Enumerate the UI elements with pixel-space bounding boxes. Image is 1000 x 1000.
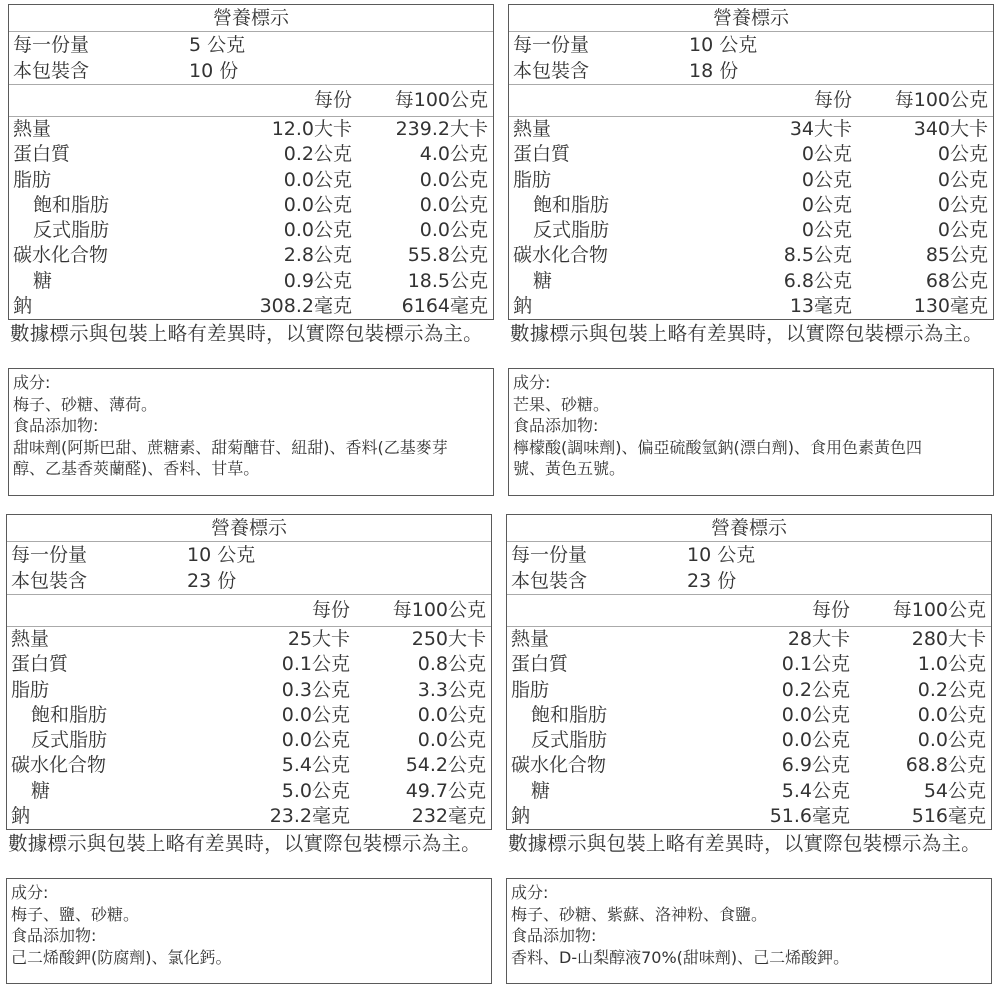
- per-serving-value: 0公克: [801, 193, 852, 216]
- table-title: 營養標示: [7, 515, 491, 542]
- nutrient-row: [509, 168, 993, 193]
- per-100g-value: 0.0公克: [419, 219, 488, 242]
- nutrient-row: [7, 703, 491, 728]
- nutrient-name: 熱量: [13, 118, 52, 140]
- nutrient-row: [507, 627, 991, 652]
- additives-text: 己二烯酸鉀(防腐劑)、氯化鈣。: [11, 947, 232, 967]
- disclaimer-text: 數據標示與包裝上略有差異時，以實際包裝標示為主。: [510, 322, 983, 345]
- nutrient-name: 熱量: [11, 628, 50, 650]
- nutrient-name: 反式脂肪: [31, 729, 108, 752]
- per-100g-value: 0.0公克: [417, 729, 486, 752]
- serving-size-row: [507, 542, 991, 568]
- per-serving-value: 2.8公克: [283, 244, 352, 267]
- nutrient-row: [509, 269, 993, 294]
- per-serving-value: 0.1公克: [281, 653, 350, 676]
- nutrient-row: [507, 678, 991, 703]
- nutrient-name: 脂肪: [11, 678, 50, 701]
- servings-label: 本包裝含: [13, 60, 90, 82]
- additives-text: 檸檬酸(調味劑)、偏亞硫酸氫鈉(漂白劑)、食用色素黃色四: [513, 437, 922, 457]
- nutrient-row: [9, 193, 493, 218]
- disclaimer-text: 數據標示與包裝上略有差異時，以實際包裝標示為主。: [508, 832, 981, 855]
- per-serving-value: 6.9公克: [781, 754, 850, 777]
- ingredients-label: 成分:: [511, 883, 549, 902]
- per-100g-value: 4.0公克: [419, 143, 488, 166]
- additives-label: 食品添加物:: [511, 926, 597, 945]
- serving-size-value: 5 公克: [189, 34, 246, 56]
- per-serving-value: 0.0公克: [781, 729, 850, 752]
- servings-label: 本包裝含: [11, 570, 88, 592]
- per-100g-value: 18.5公克: [407, 269, 488, 292]
- additives-label: 食品添加物:: [11, 926, 97, 945]
- per-serving-value: 25大卡: [287, 628, 350, 650]
- serving-size-row: [509, 32, 993, 58]
- nutrient-name: 碳水化合物: [511, 754, 607, 777]
- nutrient-row: [507, 703, 991, 728]
- nutrient-name: 蛋白質: [11, 653, 69, 676]
- serving-size-row: [9, 32, 493, 58]
- additives-label: 食品添加物:: [513, 416, 599, 435]
- serving-size-value: 10 公克: [687, 544, 756, 566]
- per-serving-value: 0.0公克: [283, 193, 352, 216]
- nutrient-name: 糖: [533, 269, 553, 292]
- per-serving-value: 5.4公克: [281, 754, 350, 777]
- nutrient-name: 碳水化合物: [13, 244, 109, 267]
- nutrient-name: 糖: [33, 269, 53, 292]
- servings-label: 本包裝含: [513, 60, 590, 82]
- per-serving-value: 23.2毫克: [269, 805, 350, 828]
- nutrient-row: [9, 142, 493, 167]
- nutrient-row: [7, 652, 491, 677]
- serving-size-value: 10 公克: [187, 544, 256, 566]
- nutrition-facts-table: [506, 514, 992, 830]
- serving-size-label: 每一份量: [511, 544, 588, 566]
- per-serving-value: 0.0公克: [281, 703, 350, 726]
- nutrient-name: 飽和脂肪: [531, 703, 608, 726]
- per-100g-value: 54公克: [923, 779, 986, 802]
- ingredients-box: [6, 878, 492, 984]
- per-100g-value: 232毫克: [411, 805, 486, 828]
- nutrient-row: [509, 117, 993, 142]
- nutrient-name: 鈉: [11, 805, 31, 828]
- column-header-row: [7, 595, 491, 627]
- per-serving-value: 0公克: [801, 219, 852, 242]
- per-100g-value: 130毫克: [913, 295, 988, 318]
- nutrient-name: 糖: [531, 779, 551, 802]
- nutrient-row: [9, 117, 493, 142]
- nutrient-row: [507, 804, 991, 829]
- nutrient-name: 蛋白質: [13, 143, 71, 166]
- per-serving-value: 0.0公克: [283, 168, 352, 191]
- ingredients-box: [508, 368, 994, 496]
- per-100g-value: 54.2公克: [405, 754, 486, 777]
- servings-label: 本包裝含: [511, 570, 588, 592]
- per-serving-value: 34大卡: [789, 118, 852, 140]
- ingredients-box: [506, 878, 992, 984]
- nutrient-name: 飽和脂肪: [533, 193, 610, 216]
- servings-per-package-row: [7, 568, 491, 595]
- per-serving-value: 0.9公克: [283, 269, 352, 292]
- nutrient-name: 蛋白質: [513, 143, 571, 166]
- nutrient-row: [7, 728, 491, 753]
- nutrition-facts-table: [508, 4, 994, 320]
- additives-text: 香料、D-山梨醇液70%(甜味劑)、己二烯酸鉀。: [511, 947, 850, 967]
- per-serving-value: 12.0大卡: [271, 118, 352, 140]
- ingredients-text: 梅子、砂糖、紫蘇、洛神粉、食鹽。: [511, 904, 768, 924]
- table-title: 營養標示: [509, 5, 993, 32]
- per-100g-value: 68公克: [925, 269, 988, 292]
- per-100g-value: 49.7公克: [405, 779, 486, 802]
- per-serving-value: 0.1公克: [781, 653, 850, 676]
- per-serving-value: 0公克: [801, 143, 852, 166]
- per-100g-value: 0公克: [937, 168, 988, 191]
- nutrient-name: 反式脂肪: [531, 729, 608, 752]
- col-per-100g: 每100公克: [894, 89, 988, 111]
- nutrient-row: [509, 218, 993, 243]
- per-100g-value: 516毫克: [911, 805, 986, 828]
- nutrient-name: 反式脂肪: [533, 219, 610, 242]
- nutrient-row: [507, 652, 991, 677]
- serving-size-value: 10 公克: [689, 34, 758, 56]
- serving-size-row: [7, 542, 491, 568]
- nutrient-name: 碳水化合物: [513, 244, 609, 267]
- per-100g-value: 1.0公克: [917, 653, 986, 676]
- nutrient-name: 糖: [31, 779, 51, 802]
- col-per-serving: 每份: [311, 599, 350, 621]
- servings-value: 23 份: [687, 570, 737, 592]
- nutrient-name: 碳水化合物: [11, 754, 107, 777]
- per-100g-value: 0公克: [937, 219, 988, 242]
- per-serving-value: 0.2公克: [283, 143, 352, 166]
- per-100g-value: 0.2公克: [917, 678, 986, 701]
- nutrition-facts-table: [6, 514, 492, 830]
- serving-size-label: 每一份量: [11, 544, 88, 566]
- per-100g-value: 0公克: [937, 143, 988, 166]
- nutrient-row: [507, 779, 991, 804]
- per-100g-value: 239.2大卡: [395, 118, 488, 140]
- nutrient-name: 鈉: [511, 805, 531, 828]
- col-per-serving: 每份: [813, 89, 852, 111]
- column-header-row: [507, 595, 991, 627]
- per-100g-value: 0.0公克: [419, 168, 488, 191]
- servings-per-package-row: [507, 568, 991, 595]
- nutrient-row: [509, 243, 993, 268]
- nutrient-name: 飽和脂肪: [33, 193, 110, 216]
- per-100g-value: 0.0公克: [917, 703, 986, 726]
- per-100g-value: 0.0公克: [419, 193, 488, 216]
- additives-text: 醇、乙基香莢蘭醛)、香料、甘草。: [13, 459, 260, 478]
- additives-text: 甜味劑(阿斯巴甜、蔗糖素、甜菊醣苷、紐甜)、香料(乙基麥芽: [13, 437, 448, 457]
- ingredients-label: 成分:: [513, 373, 551, 392]
- ingredients-text: 芒果、砂糖。: [513, 394, 610, 414]
- col-per-serving: 每份: [313, 89, 352, 111]
- nutrient-name: 脂肪: [13, 168, 52, 191]
- nutrient-row: [9, 218, 493, 243]
- nutrient-row: [7, 779, 491, 804]
- nutrient-row: [9, 269, 493, 294]
- per-100g-value: 6164毫克: [401, 295, 488, 318]
- column-header-row: [509, 85, 993, 117]
- per-serving-value: 0.3公克: [281, 678, 350, 701]
- per-100g-value: 340大卡: [913, 118, 988, 140]
- nutrient-row: [509, 294, 993, 319]
- nutrient-name: 蛋白質: [511, 653, 569, 676]
- per-serving-value: 0.0公克: [283, 219, 352, 242]
- per-100g-value: 250大卡: [411, 628, 486, 650]
- per-serving-value: 0.0公克: [281, 729, 350, 752]
- per-100g-value: 0公克: [937, 193, 988, 216]
- per-serving-value: 51.6毫克: [769, 805, 850, 828]
- per-100g-value: 0.0公克: [417, 703, 486, 726]
- nutrient-row: [509, 193, 993, 218]
- nutrient-name: 反式脂肪: [33, 219, 110, 242]
- per-100g-value: 85公克: [925, 244, 988, 267]
- ingredients-text: 梅子、鹽、砂糖。: [11, 904, 140, 924]
- nutrient-row: [509, 142, 993, 167]
- per-serving-value: 0.0公克: [781, 703, 850, 726]
- col-per-serving: 每份: [811, 599, 850, 621]
- per-serving-value: 0公克: [801, 168, 852, 191]
- nutrient-name: 熱量: [513, 118, 552, 140]
- nutrient-row: [7, 678, 491, 703]
- additives-text: 號、黃色五號。: [513, 459, 626, 478]
- col-per-100g: 每100公克: [394, 89, 488, 111]
- per-100g-value: 55.8公克: [407, 244, 488, 267]
- per-serving-value: 308.2毫克: [259, 295, 352, 318]
- ingredients-text: 梅子、砂糖、薄荷。: [13, 394, 158, 414]
- ingredients-label: 成分:: [11, 883, 49, 902]
- nutrient-name: 飽和脂肪: [31, 703, 108, 726]
- table-title: 營養標示: [507, 515, 991, 542]
- nutrient-name: 熱量: [511, 628, 550, 650]
- additives-label: 食品添加物:: [13, 416, 99, 435]
- servings-value: 10 份: [189, 60, 239, 82]
- nutrition-facts-table: [8, 4, 494, 320]
- nutrient-name: 脂肪: [513, 168, 552, 191]
- per-100g-value: 0.8公克: [417, 653, 486, 676]
- per-serving-value: 8.5公克: [783, 244, 852, 267]
- servings-per-package-row: [9, 58, 493, 85]
- nutrient-row: [7, 627, 491, 652]
- nutrient-row: [7, 753, 491, 778]
- per-serving-value: 5.4公克: [781, 779, 850, 802]
- per-100g-value: 0.0公克: [917, 729, 986, 752]
- servings-per-package-row: [509, 58, 993, 85]
- per-100g-value: 280大卡: [911, 628, 986, 650]
- nutrient-name: 鈉: [513, 295, 533, 318]
- nutrient-row: [9, 168, 493, 193]
- disclaimer-text: 數據標示與包裝上略有差異時，以實際包裝標示為主。: [10, 322, 483, 345]
- per-serving-value: 13毫克: [789, 295, 852, 318]
- per-serving-value: 28大卡: [787, 628, 850, 650]
- per-100g-value: 3.3公克: [417, 678, 486, 701]
- nutrient-row: [507, 728, 991, 753]
- nutrient-name: 鈉: [13, 295, 33, 318]
- per-serving-value: 0.2公克: [781, 678, 850, 701]
- nutrient-row: [7, 804, 491, 829]
- disclaimer-text: 數據標示與包裝上略有差異時，以實際包裝標示為主。: [8, 832, 481, 855]
- servings-value: 18 份: [689, 60, 739, 82]
- col-per-100g: 每100公克: [392, 599, 486, 621]
- nutrient-row: [9, 294, 493, 319]
- serving-size-label: 每一份量: [13, 34, 90, 56]
- per-serving-value: 6.8公克: [783, 269, 852, 292]
- col-per-100g: 每100公克: [892, 599, 986, 621]
- table-title: 營養標示: [9, 5, 493, 32]
- servings-value: 23 份: [187, 570, 237, 592]
- column-header-row: [9, 85, 493, 117]
- nutrient-row: [9, 243, 493, 268]
- nutrient-name: 脂肪: [511, 678, 550, 701]
- serving-size-label: 每一份量: [513, 34, 590, 56]
- per-100g-value: 68.8公克: [905, 754, 986, 777]
- per-serving-value: 5.0公克: [281, 779, 350, 802]
- ingredients-label: 成分:: [13, 373, 51, 392]
- nutrient-row: [507, 753, 991, 778]
- ingredients-box: [8, 368, 494, 496]
